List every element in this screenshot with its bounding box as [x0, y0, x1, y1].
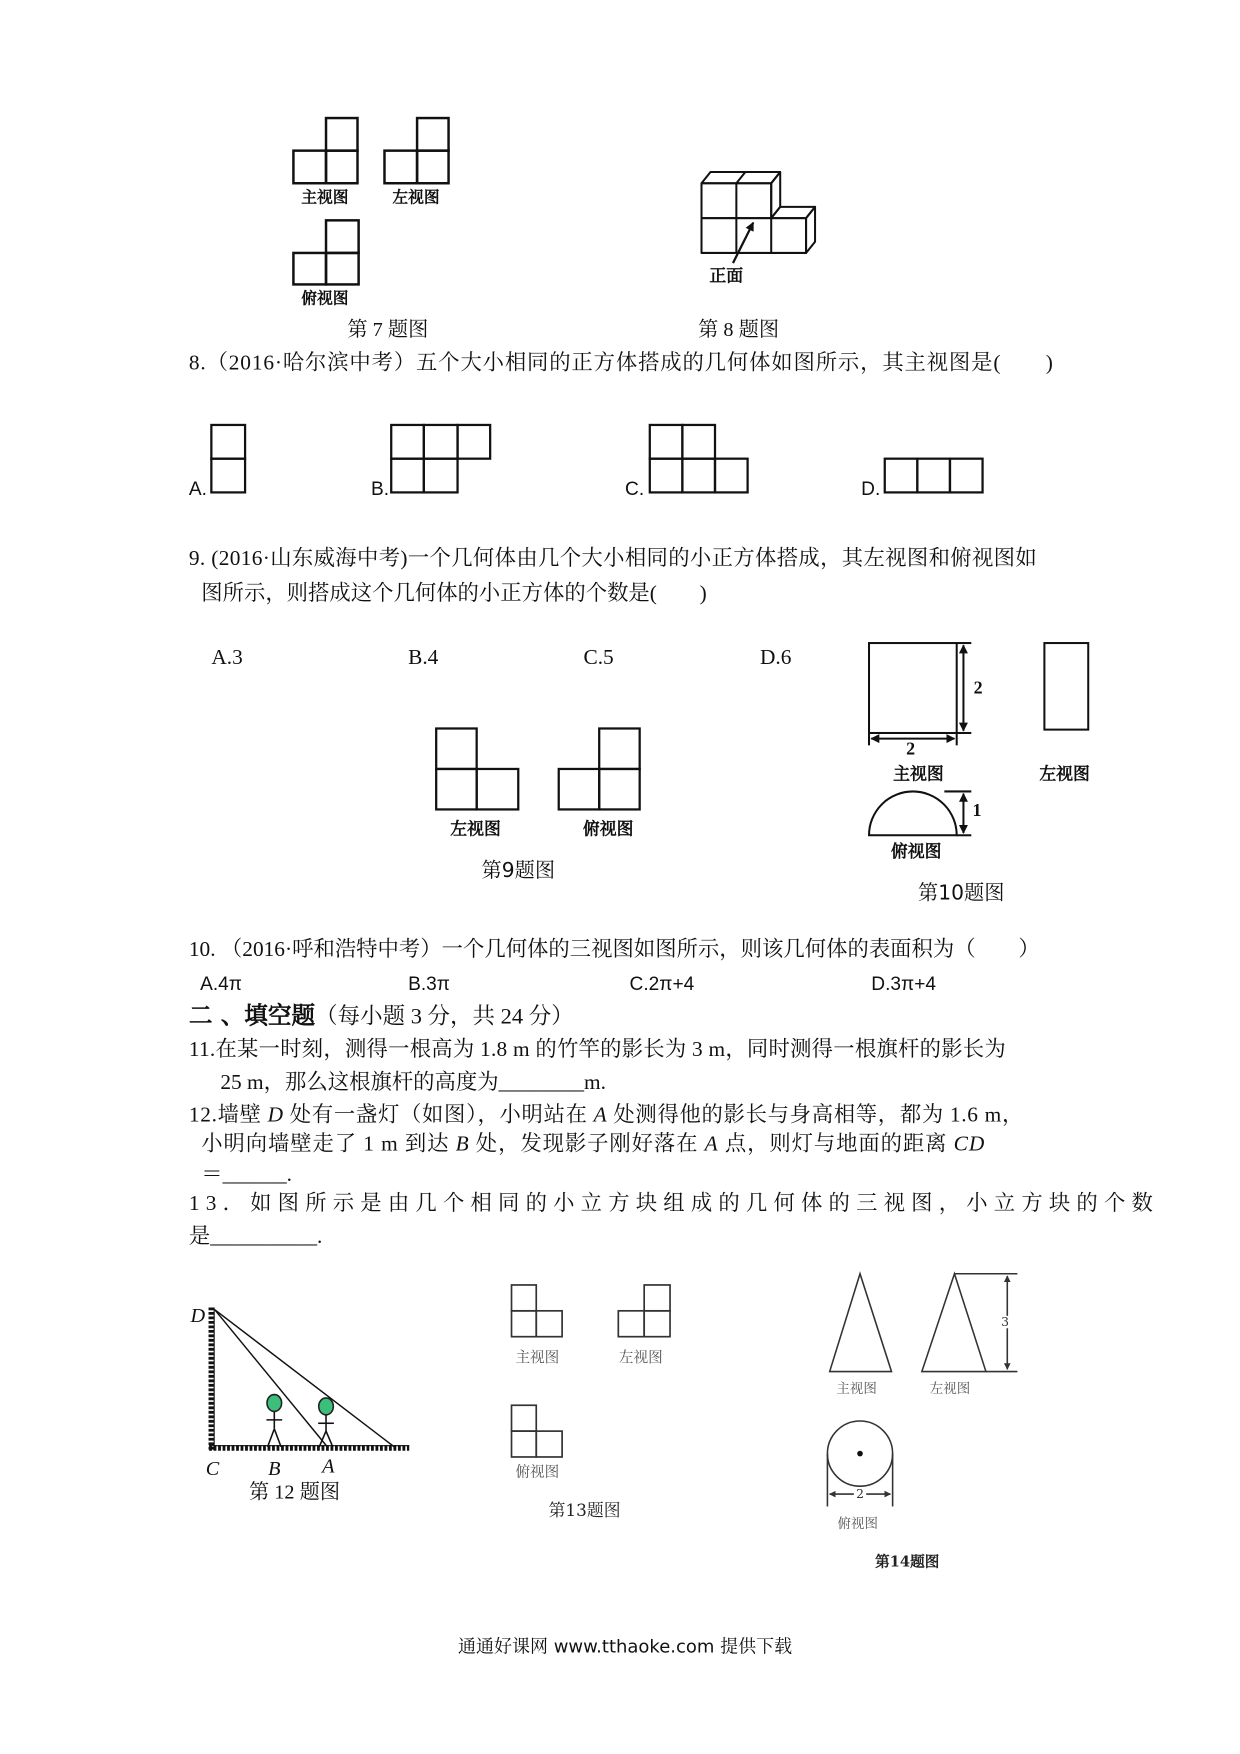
- q7-front-view: [293, 118, 357, 183]
- view-square: [512, 1285, 537, 1311]
- view-square: [424, 459, 458, 493]
- q13-front-view: [512, 1285, 563, 1337]
- view-square: [436, 728, 476, 768]
- q9-figure-caption: 第9题图: [481, 858, 556, 883]
- cube-edge: [736, 172, 745, 183]
- q7-figure-caption: 第 7 题图: [347, 318, 429, 341]
- view-square: [326, 253, 359, 284]
- q14-height-value: 3: [999, 1316, 1011, 1328]
- person-at-b: [266, 1395, 282, 1447]
- light-ray: [215, 1310, 396, 1448]
- view-square: [536, 1431, 562, 1457]
- view-square: [618, 1311, 644, 1337]
- view-square: [512, 1311, 537, 1337]
- q10-top-view: [869, 791, 971, 835]
- view-square: [293, 151, 326, 184]
- q10-front-view-label: 主视图: [893, 763, 944, 785]
- view-square: [559, 769, 599, 809]
- q9-option-b: B.4: [408, 645, 439, 670]
- q13-left-view-label: 左视图: [618, 1349, 663, 1367]
- q7-front-view-label: 主视图: [301, 188, 349, 207]
- q13-line-2: 是__________.: [188, 1224, 323, 1249]
- view-square: [536, 1311, 562, 1337]
- view-square: [417, 118, 448, 151]
- view-square: [436, 769, 476, 809]
- q7-left-view-label: 左视图: [392, 188, 440, 207]
- q9-option-a: A.3: [211, 645, 243, 670]
- q12-text: 点，则灯与地面的距离: [718, 1132, 954, 1157]
- q14-left-view-label: 左视图: [929, 1380, 971, 1397]
- q12-point-d: D: [190, 1304, 206, 1327]
- q12-text: 12.墙壁: [188, 1103, 268, 1128]
- q10-option-c: C.2π+4: [629, 973, 695, 995]
- view-square: [950, 459, 983, 493]
- person-leg: [268, 1429, 275, 1447]
- view-square: [326, 220, 359, 253]
- q8-option-d-figure: [885, 459, 983, 493]
- q12-text: 处，发现影子刚好落在: [469, 1132, 705, 1157]
- view-square: [644, 1285, 670, 1311]
- q12-line-3: ＝______.: [201, 1162, 293, 1187]
- view-square: [458, 425, 491, 459]
- q9-option-c: C.5: [583, 645, 614, 670]
- q10-depth-value: 1: [972, 801, 982, 821]
- q12-point: A: [704, 1132, 719, 1157]
- section-2-title: 二 、填空题: [188, 1002, 316, 1030]
- view-square: [326, 118, 357, 151]
- left-view-rectangle: [1044, 643, 1088, 730]
- q8-figure-caption: 第 8 题图: [698, 318, 780, 341]
- view-square: [599, 769, 639, 809]
- q9-top-view-label: 俯视图: [582, 818, 634, 840]
- q13-figure-caption: 第13题图: [548, 1500, 621, 1521]
- view-square: [599, 728, 639, 768]
- q13-top-view: [512, 1405, 563, 1457]
- q8-option-c-figure: [650, 425, 748, 492]
- q12-text: 处测得他的影长与身高相等，都为 1.6 m，: [607, 1103, 1024, 1128]
- view-square: [424, 425, 458, 459]
- q12-figure: [209, 1307, 409, 1450]
- q12-point: B: [455, 1132, 470, 1157]
- q13-top-view-label: 俯视图: [515, 1464, 560, 1482]
- q8-cube-solid: [702, 172, 816, 263]
- front-view-square: [869, 643, 957, 733]
- q9-stem-line-2: 图所示，则搭成这个几何体的小正方体的个数是( ): [201, 581, 707, 606]
- q8-stem: 8.（2016·哈尔滨中考）五个大小相同的正方体搭成的几何体如图所示，其主视图是( ): [188, 351, 1054, 375]
- q13-line-1: 13．如图所示是由几个相同的小立方块组成的几何体的三视图，小立方块的个数: [188, 1192, 1160, 1216]
- view-square: [650, 459, 683, 493]
- q12-point: D: [267, 1103, 284, 1128]
- section-2-heading: [189, 1004, 574, 1028]
- q13-front-view-label: 主视图: [515, 1349, 560, 1367]
- person-leg: [326, 1431, 333, 1447]
- q9-stem-line-1: 9. (2016·山东威海中考)一个几何体由几个大小相同的小正方体搭成，其左视图和俯视图如: [188, 546, 1038, 571]
- view-square: [512, 1405, 537, 1431]
- q10-option-b: B.3π: [408, 973, 450, 995]
- view-square: [477, 769, 519, 809]
- q10-figure-caption: 第10题图: [917, 881, 1005, 905]
- view-square: [715, 459, 748, 493]
- q9-left-view: [436, 728, 518, 809]
- view-square: [917, 459, 950, 493]
- cube-right-face: [806, 207, 815, 253]
- q7-top-view: [293, 220, 358, 284]
- q11-line-1: 11.在某一时刻，测得一根高为 1.8 m 的竹竿的影长为 3 m，同时测得一根旗杆的影长为: [188, 1038, 1006, 1062]
- q8-front-label: 正面: [709, 265, 744, 287]
- q14-diameter-value: 2: [854, 1488, 866, 1500]
- q11-line-2: 25 m，那么这根旗杆的高度为________m.: [220, 1070, 607, 1095]
- q10-left-view: [1044, 643, 1088, 730]
- view-square: [650, 425, 683, 459]
- q12-line-2: [201, 1134, 985, 1155]
- view-square: [644, 1311, 670, 1337]
- q12-segment: CD: [953, 1132, 986, 1157]
- q12-point-b: B: [268, 1456, 281, 1480]
- q10-front-view: [869, 643, 971, 745]
- q8-option-b: B.: [370, 478, 390, 500]
- light-ray: [215, 1310, 329, 1448]
- q9-left-view-label: 左视图: [450, 818, 501, 840]
- q10-option-d: D.3π+4: [871, 973, 936, 995]
- q9-top-view: [559, 728, 640, 809]
- q9-option-d: D.6: [759, 645, 792, 670]
- q8-option-b-figure: [391, 425, 490, 492]
- q10-stem: 10. （2016·呼和浩特中考）一个几何体的三视图如图所示，则该几何体的表面积为（ ）: [188, 938, 1040, 962]
- view-square: [384, 151, 417, 184]
- person-leg: [274, 1429, 281, 1447]
- q13-left-view: [618, 1285, 670, 1337]
- q12-point: A: [593, 1103, 608, 1128]
- q7-top-view-label: 俯视图: [301, 290, 349, 309]
- q12-figure-caption: 第 12 题图: [249, 1480, 341, 1504]
- q14-top-view-label: 俯视图: [837, 1515, 879, 1532]
- q12-line-1: [189, 1105, 1024, 1126]
- view-square: [391, 425, 424, 459]
- q14-figure-caption: 第14题图: [875, 1554, 940, 1572]
- q14-front-view-label: 主视图: [836, 1380, 877, 1397]
- q8-option-d: D.: [861, 478, 881, 500]
- q10-option-a: A.4π: [200, 973, 242, 995]
- q12-point-a: A: [322, 1454, 335, 1478]
- circle-center-dot: [857, 1451, 863, 1457]
- person-head: [319, 1398, 334, 1415]
- view-square: [682, 425, 715, 459]
- q10-left-view-label: 左视图: [1039, 763, 1090, 785]
- view-square: [211, 425, 245, 459]
- q10-width-value: 2: [906, 739, 916, 759]
- q8-option-a: A.: [188, 478, 207, 500]
- q8-option-a-figure: [211, 425, 245, 492]
- view-square: [326, 151, 357, 184]
- q10-top-view-label: 俯视图: [890, 841, 942, 862]
- view-square: [293, 253, 326, 284]
- q10-height-value: 2: [973, 679, 983, 699]
- page-footer: 通通好课网 www.tthaoke.com 提供下载: [458, 1635, 793, 1658]
- front-view-triangle: [830, 1274, 892, 1372]
- person-head: [267, 1395, 282, 1412]
- q7-left-view: [384, 118, 448, 183]
- q14-front-view: [830, 1274, 892, 1372]
- view-square: [885, 459, 918, 493]
- section-2-note: （每小题 3 分，共 24 分）: [315, 1004, 574, 1030]
- view-square: [512, 1431, 537, 1457]
- left-view-triangle: [922, 1274, 986, 1372]
- view-square: [682, 459, 715, 493]
- top-view-semicircle: [869, 791, 957, 835]
- view-square: [417, 151, 448, 184]
- q8-option-c: C.: [625, 478, 645, 500]
- view-square: [211, 459, 245, 493]
- view-square: [391, 459, 424, 493]
- q12-text: 小明向墙壁走了 1 m 到达: [201, 1132, 456, 1157]
- q12-point-c: C: [205, 1456, 220, 1480]
- q12-text: 处有一盏灯（如图），小明站在: [283, 1103, 594, 1128]
